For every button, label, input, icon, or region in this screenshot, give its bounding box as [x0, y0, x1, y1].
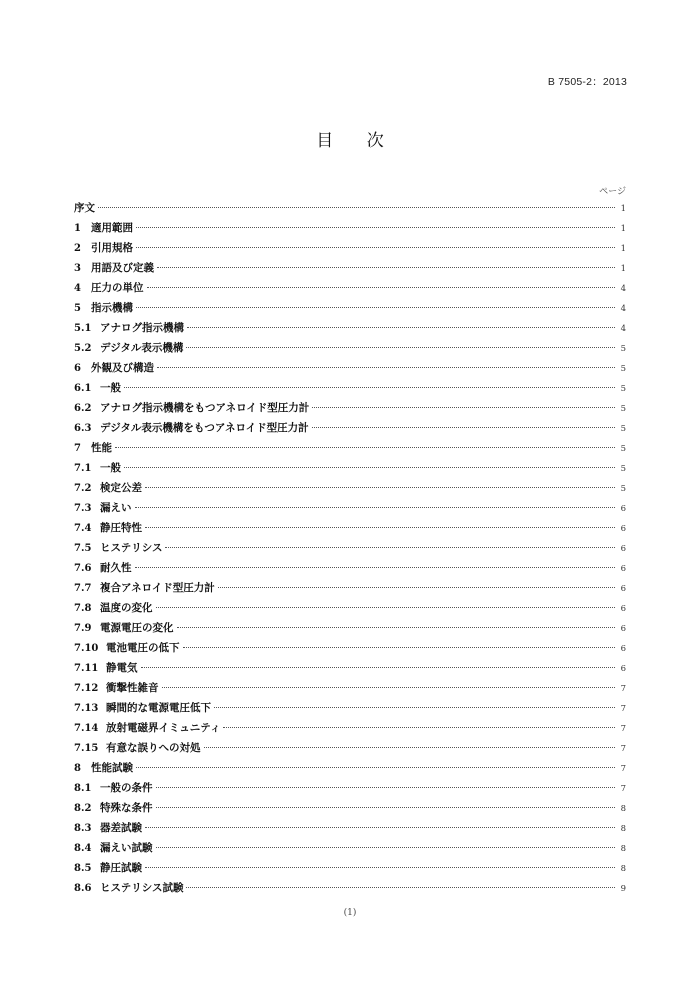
toc-entry-label: 特殊な条件 — [100, 802, 153, 814]
toc-dot-leader — [177, 627, 616, 628]
toc-dot-leader — [156, 607, 616, 608]
toc-entry-label: 複合アネロイド型圧力計 — [100, 582, 215, 594]
toc-entry-number: 2 — [74, 243, 81, 254]
toc-entry-number: 7.6 — [74, 563, 92, 574]
toc-dot-leader — [145, 527, 615, 528]
toc-entry[interactable] — [74, 718, 626, 738]
toc-entry[interactable] — [74, 778, 626, 798]
toc-dot-leader — [187, 327, 615, 328]
toc-dot-leader — [312, 407, 615, 408]
toc-entry[interactable] — [74, 818, 626, 838]
page-column-label: ページ — [599, 187, 626, 197]
toc-entry-label: ヒステリシス試験 — [100, 882, 184, 894]
toc-entry-page: 5 — [620, 464, 626, 474]
toc-entry-number: 7.7 — [74, 583, 92, 594]
toc-entry-page: 8 — [620, 864, 626, 874]
document-id: B 7505-2：2013 — [547, 76, 627, 88]
toc-entry-label: 序文 — [74, 202, 95, 214]
toc-entry[interactable] — [74, 278, 626, 298]
page-title: 目 次 — [316, 131, 398, 151]
toc-entry-label: 衝撃性雑音 — [106, 682, 159, 694]
toc-entry-page: 8 — [620, 824, 626, 834]
toc-entry[interactable] — [74, 418, 626, 438]
toc-entry-page: 5 — [620, 484, 626, 494]
toc-entry-label: 引用規格 — [91, 242, 133, 254]
toc-entry[interactable] — [74, 398, 626, 418]
toc-entry[interactable] — [74, 678, 626, 698]
toc-dot-leader — [135, 567, 616, 568]
toc-entry-page: 6 — [620, 584, 626, 594]
toc-entry-page: 5 — [620, 344, 626, 354]
toc-entry[interactable] — [74, 658, 626, 678]
toc-entry[interactable] — [74, 258, 626, 278]
toc-entry-number: 7.13 — [74, 703, 99, 714]
toc-entry-number: 4 — [74, 283, 81, 294]
toc-entry-label: 外観及び構造 — [91, 362, 154, 374]
toc-entry-page: 6 — [620, 664, 626, 674]
toc-entry[interactable] — [74, 738, 626, 758]
toc-entry-page: 5 — [620, 384, 626, 394]
toc-dot-leader — [162, 687, 616, 688]
toc-entry-label: デジタル表示機構をもつアネロイド型圧力計 — [100, 422, 309, 434]
toc-dot-leader — [312, 427, 615, 428]
toc-entry[interactable] — [74, 538, 626, 558]
toc-entry-number: 8.6 — [74, 883, 92, 894]
toc-entry[interactable] — [74, 498, 626, 518]
toc-dot-leader — [145, 867, 615, 868]
toc-dot-leader — [136, 767, 615, 768]
toc-entry[interactable] — [74, 478, 626, 498]
toc-entry-page: 5 — [620, 444, 626, 454]
toc-entry-number: 8.4 — [74, 843, 92, 854]
toc-dot-leader — [135, 507, 616, 508]
toc-entry-page: 6 — [620, 504, 626, 514]
toc-dot-leader — [147, 287, 616, 288]
toc-entry-number: 1 — [74, 223, 81, 234]
toc-entry-label: 電池電圧の低下 — [106, 642, 180, 654]
toc-entry[interactable] — [74, 358, 626, 378]
toc-entry-page: 5 — [620, 424, 626, 434]
toc-entry-page: 4 — [620, 284, 626, 294]
toc-entry-label: 一般 — [100, 462, 121, 474]
toc-entry-number: 7.1 — [74, 463, 92, 474]
toc-entry[interactable] — [74, 218, 626, 238]
toc-entry-number: 7.14 — [74, 723, 99, 734]
toc-entry-label: 電源電圧の変化 — [100, 622, 174, 634]
table-of-contents — [74, 198, 626, 898]
toc-entry[interactable] — [74, 558, 626, 578]
toc-entry[interactable] — [74, 578, 626, 598]
toc-entry-number: 7.11 — [74, 663, 99, 674]
toc-dot-leader — [156, 787, 616, 788]
toc-entry[interactable] — [74, 298, 626, 318]
toc-dot-leader — [214, 707, 615, 708]
toc-entry[interactable] — [74, 638, 626, 658]
toc-entry[interactable] — [74, 378, 626, 398]
toc-entry-number: 3 — [74, 263, 81, 274]
toc-dot-leader — [145, 827, 615, 828]
toc-dot-leader — [145, 487, 615, 488]
toc-entry[interactable] — [74, 518, 626, 538]
toc-dot-leader — [223, 727, 615, 728]
toc-entry-label: アナログ指示機構 — [100, 322, 184, 334]
toc-entry-number: 8 — [74, 763, 81, 774]
toc-entry-number: 7.15 — [74, 743, 99, 754]
toc-entry-page: 4 — [620, 324, 626, 334]
toc-entry-number: 6.2 — [74, 403, 92, 414]
toc-entry-page: 1 — [620, 204, 626, 214]
toc-entry-label: 指示機構 — [91, 302, 133, 314]
toc-entry-label: 有意な誤りへの対処 — [106, 742, 201, 754]
toc-entry-label: 温度の変化 — [100, 602, 153, 614]
toc-entry-label: 静圧特性 — [100, 522, 142, 534]
toc-entry-page: 6 — [620, 564, 626, 574]
toc-entry-label: 静圧試験 — [100, 862, 142, 874]
toc-entry-number: 7.8 — [74, 603, 92, 614]
toc-dot-leader — [156, 807, 616, 808]
toc-entry-page: 8 — [620, 844, 626, 854]
toc-entry-number: 5.1 — [74, 323, 92, 334]
toc-dot-leader — [124, 467, 615, 468]
toc-dot-leader — [165, 547, 615, 548]
toc-entry[interactable] — [74, 238, 626, 258]
toc-entry[interactable] — [74, 598, 626, 618]
toc-entry[interactable] — [74, 858, 626, 878]
toc-dot-leader — [218, 587, 615, 588]
toc-dot-leader — [136, 307, 615, 308]
toc-entry-page: 6 — [620, 644, 626, 654]
toc-entry-label: 漏えい試験 — [100, 842, 153, 854]
toc-entry-label: 静電気 — [106, 662, 138, 674]
toc-entry[interactable] — [74, 698, 626, 718]
toc-entry-page: 6 — [620, 624, 626, 634]
toc-entry-number: 7.10 — [74, 643, 99, 654]
toc-entry-page: 6 — [620, 524, 626, 534]
toc-entry-label: 漏えい — [100, 502, 132, 514]
toc-entry-number: 7.3 — [74, 503, 92, 514]
toc-entry-label: 一般 — [100, 382, 121, 394]
toc-entry-label: 放射電磁界イミュニティ — [106, 722, 221, 734]
toc-entry-label: ヒステリシス — [100, 542, 163, 554]
toc-entry-label: 性能試験 — [91, 762, 133, 774]
toc-dot-leader — [136, 247, 615, 248]
toc-dot-leader — [186, 347, 615, 348]
toc-entry-page: 6 — [620, 604, 626, 614]
toc-entry-page: 1 — [620, 224, 626, 234]
toc-entry-number: 8.2 — [74, 803, 92, 814]
toc-entry-label: 器差試験 — [100, 822, 142, 834]
toc-entry-number: 6 — [74, 363, 81, 374]
toc-entry-page: 1 — [620, 264, 626, 274]
toc-entry-page: 6 — [620, 544, 626, 554]
toc-entry-number: 5.2 — [74, 343, 92, 354]
toc-entry-page: 7 — [620, 744, 626, 754]
toc-entry-page: 7 — [620, 704, 626, 714]
toc-entry-number: 8.1 — [74, 783, 92, 794]
toc-entry[interactable] — [74, 318, 626, 338]
toc-entry[interactable] — [74, 838, 626, 858]
toc-entry-number: 7.9 — [74, 623, 92, 634]
toc-entry-page: 7 — [620, 764, 626, 774]
toc-entry-label: 性能 — [91, 442, 112, 454]
toc-entry[interactable] — [74, 338, 626, 358]
toc-entry-label: デジタル表示機構 — [100, 342, 184, 354]
toc-entry-page: 7 — [620, 784, 626, 794]
toc-dot-leader — [183, 647, 616, 648]
toc-entry-label: 検定公差 — [100, 482, 142, 494]
toc-dot-leader — [124, 387, 615, 388]
toc-entry-number: 8.5 — [74, 863, 92, 874]
toc-dot-leader — [156, 847, 616, 848]
toc-entry-number: 8.3 — [74, 823, 92, 834]
toc-entry-label: アナログ指示機構をもつアネロイド型圧力計 — [100, 402, 310, 414]
toc-entry-page: 9 — [620, 884, 626, 894]
toc-dot-leader — [136, 227, 615, 228]
toc-entry-label: 瞬間的な電源電圧低下 — [106, 702, 211, 714]
toc-dot-leader — [157, 267, 615, 268]
toc-dot-leader — [204, 747, 616, 748]
toc-entry-label: 一般の条件 — [100, 782, 153, 794]
toc-entry-page: 5 — [620, 364, 626, 374]
toc-entry-number: 5 — [74, 303, 81, 314]
toc-entry-number: 7 — [74, 443, 81, 454]
toc-entry-number: 6.3 — [74, 423, 92, 434]
toc-entry-page: 7 — [620, 684, 626, 694]
toc-entry-page: 5 — [620, 404, 626, 414]
toc-dot-leader — [157, 367, 615, 368]
page-number-footer: (1) — [343, 908, 357, 918]
toc-entry-number: 7.2 — [74, 483, 92, 494]
toc-entry[interactable] — [74, 878, 626, 898]
toc-entry-page: 7 — [620, 724, 626, 734]
toc-entry-label: 適用範囲 — [91, 222, 133, 234]
toc-dot-leader — [115, 447, 615, 448]
toc-entry-label: 耐久性 — [100, 562, 132, 574]
toc-entry-number: 7.5 — [74, 543, 92, 554]
toc-entry-number: 7.12 — [74, 683, 99, 694]
toc-entry[interactable] — [74, 198, 626, 218]
toc-entry[interactable] — [74, 618, 626, 638]
toc-entry-page: 4 — [620, 304, 626, 314]
toc-dot-leader — [98, 207, 615, 208]
toc-entry-label: 用語及び定義 — [91, 262, 154, 274]
toc-entry-number: 6.1 — [74, 383, 92, 394]
toc-entry[interactable] — [74, 758, 626, 778]
toc-entry-page: 1 — [620, 244, 626, 254]
toc-entry-label: 圧力の単位 — [91, 282, 144, 294]
toc-entry-page: 8 — [620, 804, 626, 814]
toc-dot-leader — [141, 667, 616, 668]
toc-entry[interactable] — [74, 458, 626, 478]
toc-entry[interactable] — [74, 798, 626, 818]
toc-dot-leader — [186, 887, 615, 888]
toc-entry-number: 7.4 — [74, 523, 92, 534]
toc-entry[interactable] — [74, 438, 626, 458]
